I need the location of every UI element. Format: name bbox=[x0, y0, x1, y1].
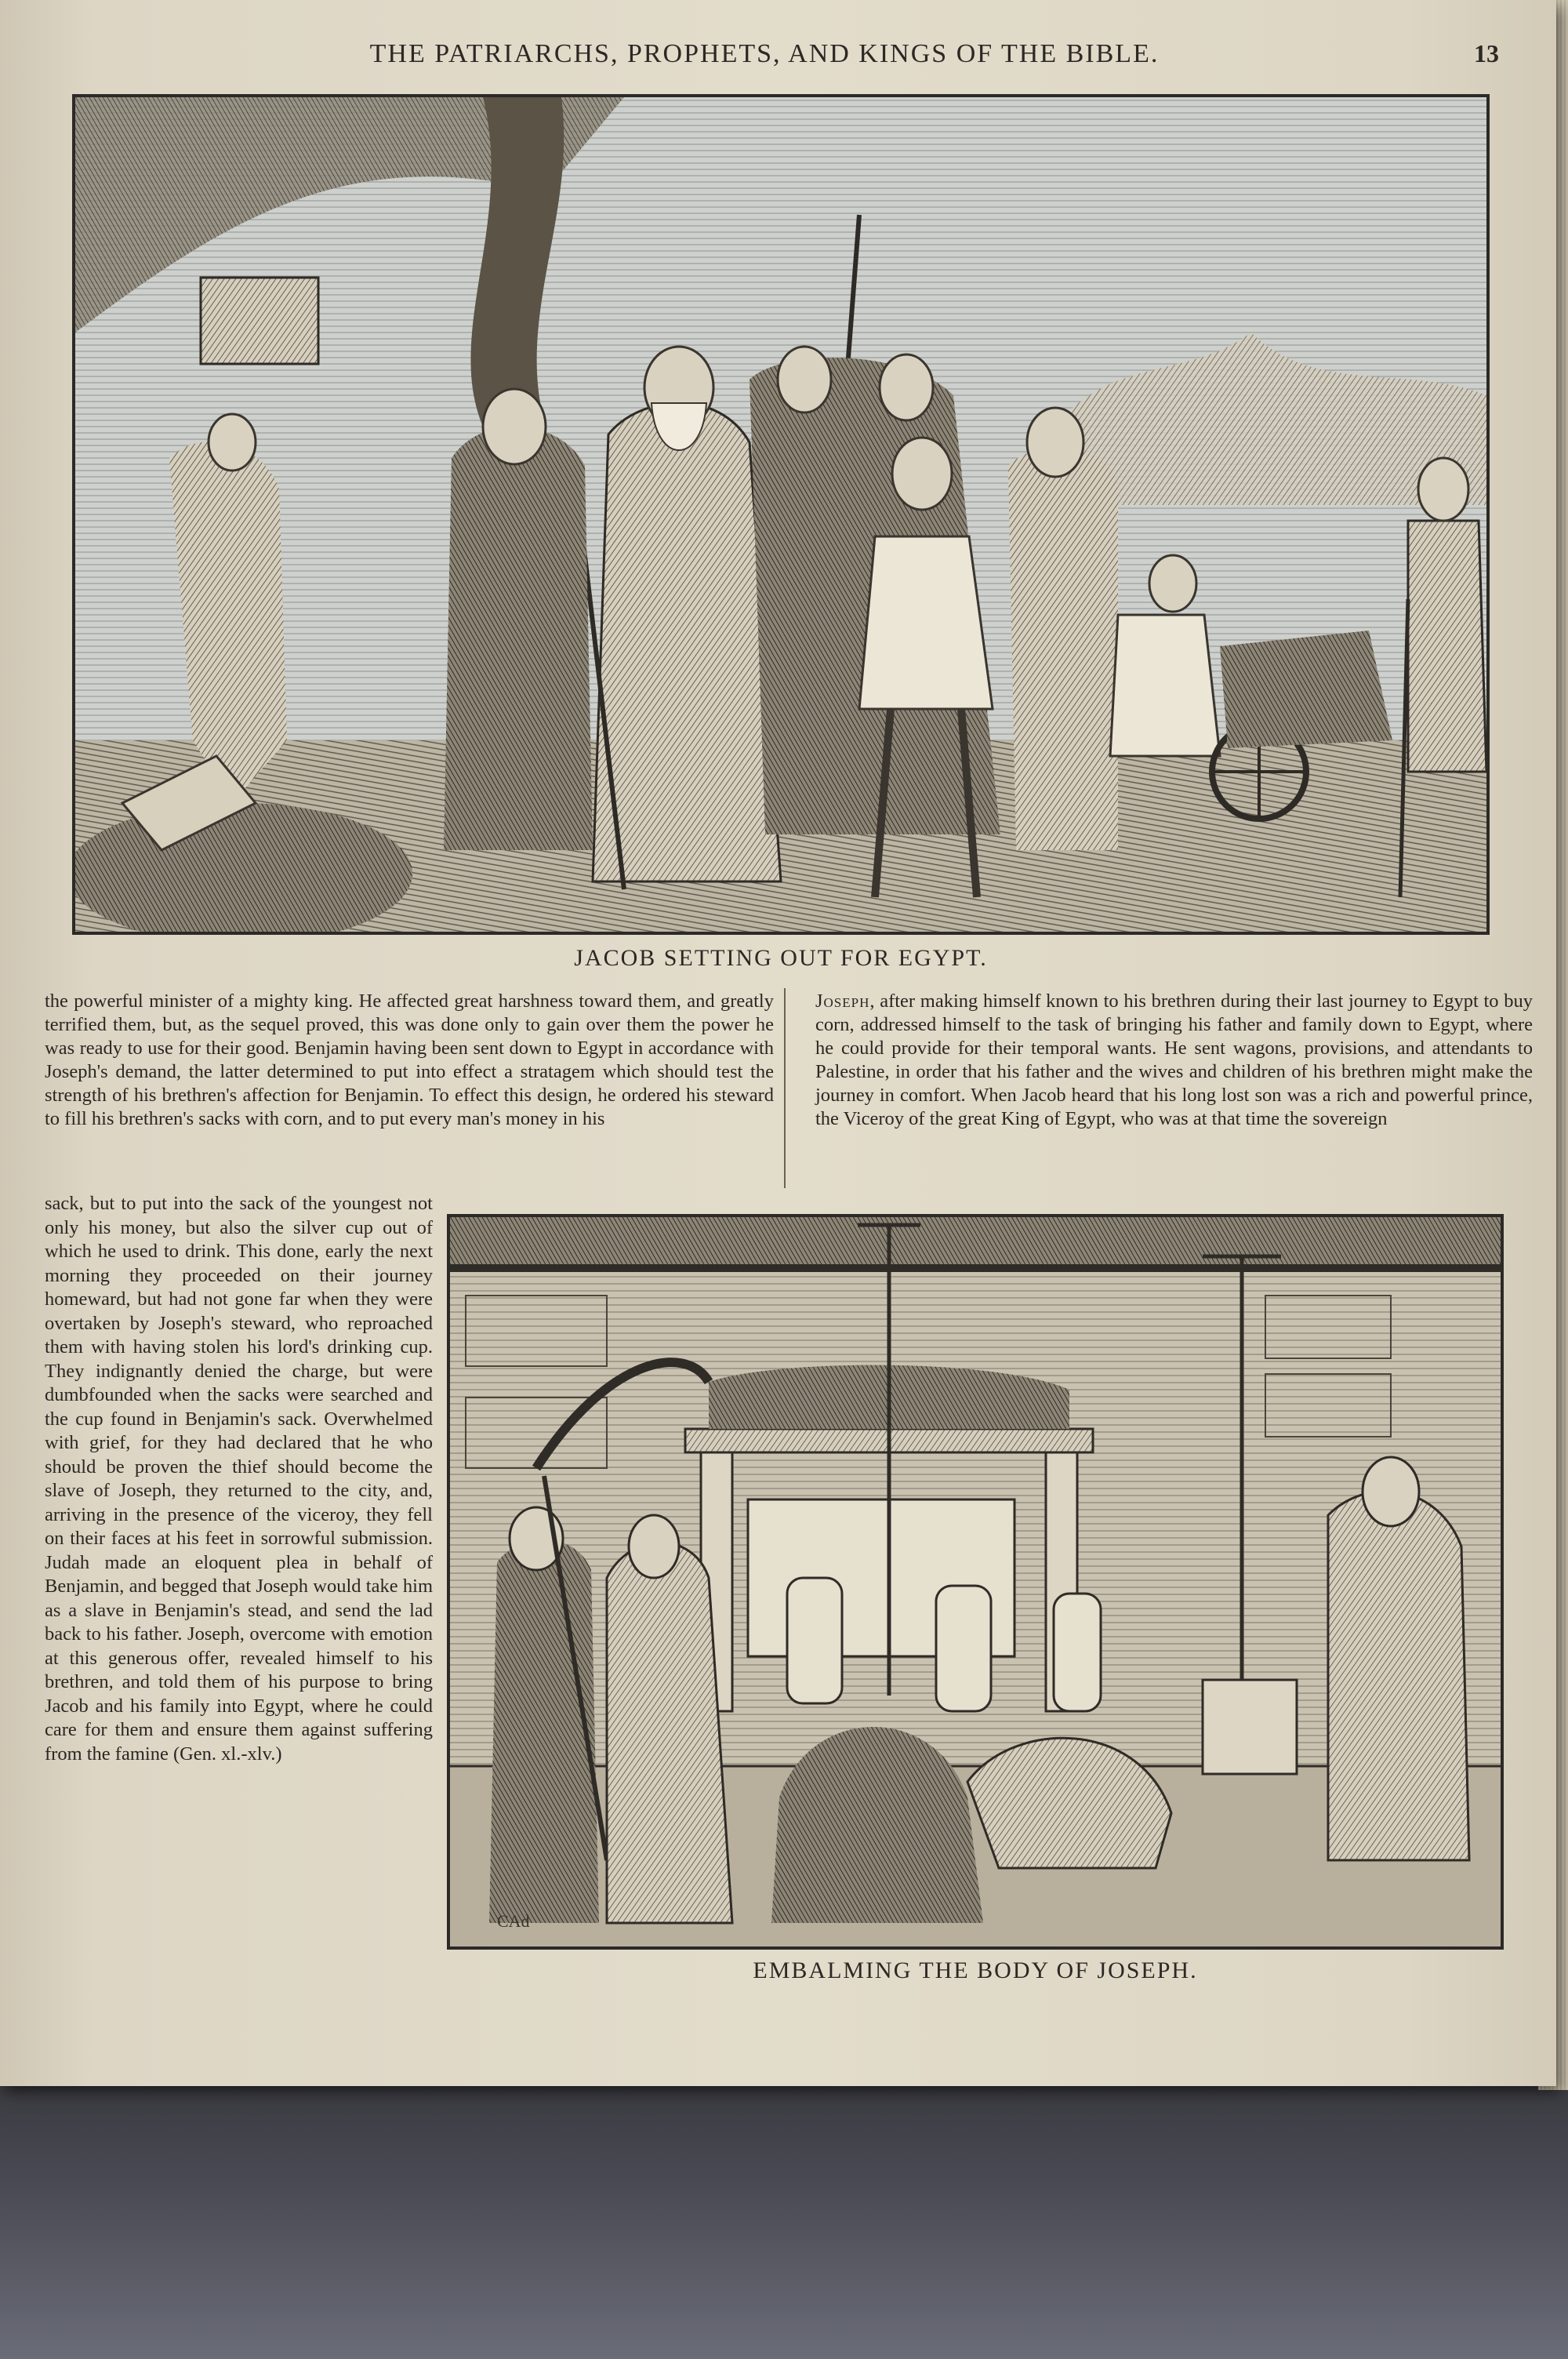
engraver-signature: CAd bbox=[497, 1911, 530, 1931]
engraving-illustration bbox=[450, 1217, 1501, 1946]
engraving-jacob-setting-out bbox=[72, 94, 1490, 935]
body-text-left-column bbox=[45, 990, 774, 1190]
column-rule bbox=[784, 988, 786, 1188]
page-number: 13 bbox=[1474, 39, 1499, 67]
engraving-illustration bbox=[75, 97, 1486, 932]
body-text-wrap-column bbox=[45, 1192, 433, 1992]
engraving-embalming-joseph bbox=[447, 1214, 1504, 1950]
body-text-right-column bbox=[815, 990, 1533, 1190]
plate-caption-jacob: JACOB SETTING OUT FOR EGYPT. bbox=[574, 945, 988, 971]
paragraph bbox=[815, 990, 1533, 1131]
plate-caption-embalming: EMBALMING THE BODY OF JOSEPH. bbox=[753, 1957, 1198, 1983]
lead-word: Joseph bbox=[815, 990, 870, 1012]
backdrop bbox=[0, 2078, 1568, 2359]
paragraph: sack, but to put into the sack of the youngest not only his money, but also the silver cup out of which he used to drink. This done, early the next morning they proceeded on their journey homeward, but had not gone far when they were overtaken by Joseph's steward, who reproached them with having stolen his lord's drinking cup. They indignantly denied the charge, but were dumbfounded when the sacks were searched and the cup found in Benjamin's sack. Overwhelmed with grief, for they had declared that he who should be proven the thief should become the slave of Joseph, they returned to the city, and, arriving in the presence of the viceroy, they fell on their faces at his feet in sorrowful submission. Judah made an eloquent plea in behalf of Benjamin, and begged that Joseph would take him as a slave in Benjamin's stead, and send the lad back to his father. Joseph, overcome with emotion at this generous offer, revealed himself to his brethren, and told them of his purpose to bring Jacob and his family into Egypt, where he could care for them and ensure them against suffering from the famine (Gen. xl.-xlv.) bbox=[45, 1193, 433, 1765]
running-head: THE PATRIARCHS, PROPHETS, AND KINGS OF THE BIBLE. bbox=[369, 39, 1160, 68]
paragraph: the powerful minister of a mighty king. He affected great harshness toward them, and greatly terrified them, but, as the sequel proved, this was done only to gain over them the power he was ready to use for their good. Benjamin having been sent down to Egypt in accordance with Joseph's demand, the latter determined to put into effect a stratagem which should test the strength of his brethren's affection for Benjamin. To effect this design, he ordered his steward to fill his brethren's sacks with corn, and to put every man's money in his bbox=[45, 990, 774, 1129]
paragraph-body: , after making himself known to his brethren during their last journey to Egypt to buy corn, addressed himself to the task of bringing his father and family down to Egypt, where he could provide for their temporal wants. He sent wagons, provisions, and attendants to Palestine, in order that his father and the wives and children of his brethren might make the journey in comfort. When Jacob heard that his long lost son was a rich and powerful prince, the Viceroy of the great King of Egypt, who was at that time the sovereign bbox=[815, 990, 1533, 1129]
